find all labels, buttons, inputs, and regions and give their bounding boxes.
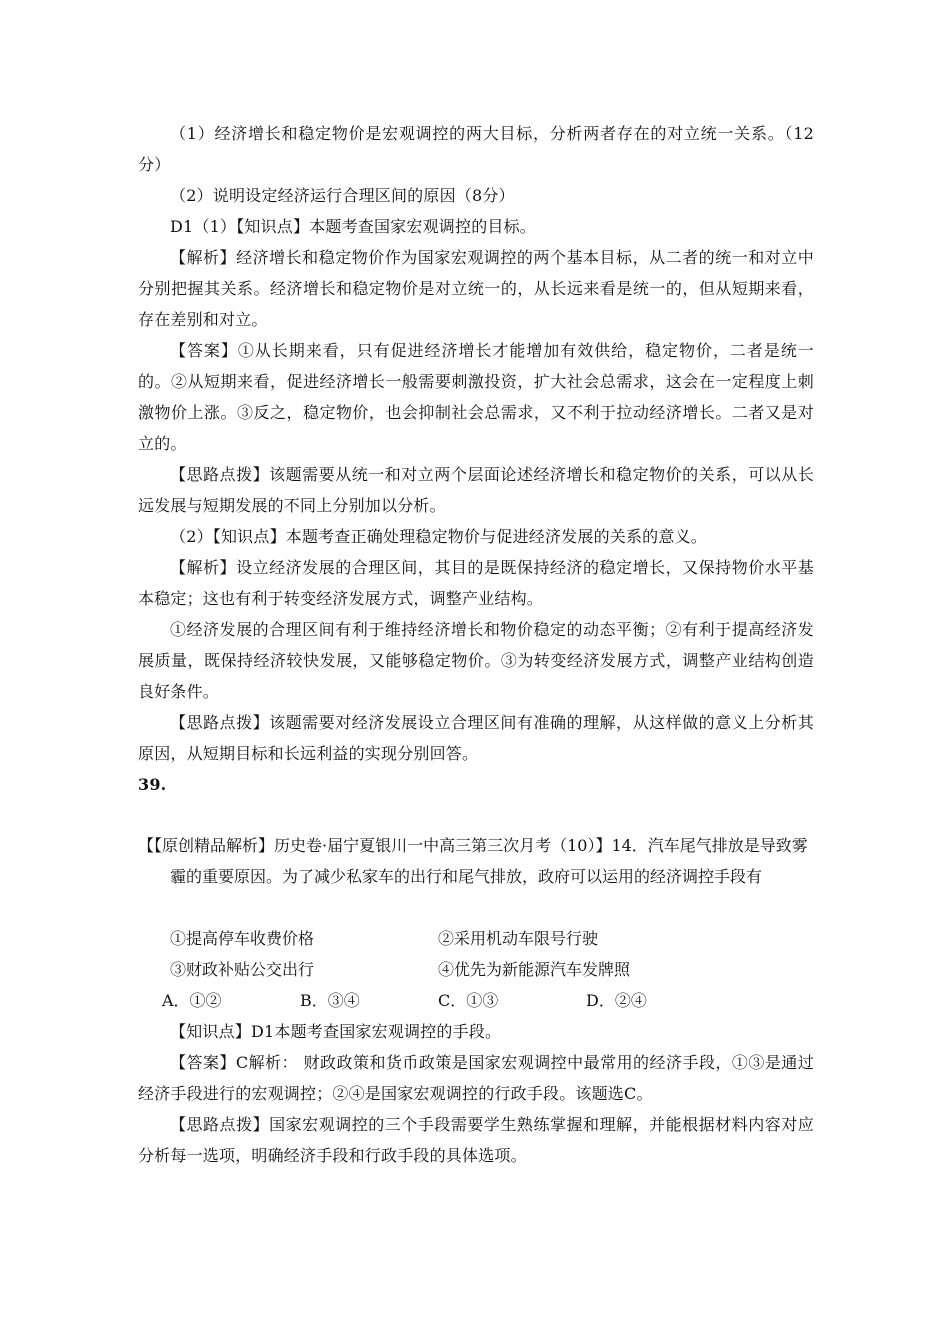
q14-choice-c: C．①③ [438, 991, 499, 1010]
d2-hint: 【思路点拨】该题需要对经济发展设立合理区间有准确的理解，从这样做的意义上分析其原因，从短期目标和长远利益的实现分别回答。 [138, 713, 814, 763]
d1-hint: 【思路点拨】该题需要从统一和对立两个层面论述经济增长和稳定物价的关系，可以从长远发展与短期发展的不同上分别加以分析。 [138, 465, 814, 515]
q38-sub2: （2）说明设定经济运行合理区间的原因（8分） [170, 186, 515, 205]
q14-stem: 【【原创精品解析】历史卷·届宁夏银川一中高三第三次月考（10）】14．汽车尾气排放是导致雾霾的重要原因。为了减少私家车的出行和尾气排放，政府可以运用的经济调控手段有 [138, 836, 808, 886]
q14-hint: 【思路点拨】国家宏观调控的三个手段需要学生熟练掌握和理解，并能根据材料内容对应分析每一选项，明确经济手段和行政手段的具体选项。 [138, 1115, 814, 1165]
question-39-number: 39. [138, 775, 167, 794]
q14-choice-b: B．③④ [300, 991, 360, 1010]
d1-analysis: 【解析】经济增长和稳定物价作为国家宏观调控的两个基本目标，从二者的统一和对立中分别把握其关系。经济增长和稳定物价是对立统一的，从长远来看是统一的，但从短期来看，存在差别和对立。 [138, 248, 814, 329]
q14-option-4: ④优先为新能源汽车发牌照 [438, 960, 631, 979]
q14-choice-d: D．②④ [586, 991, 647, 1010]
d2-points: ①经济发展的合理区间有利于维持经济增长和物价稳定的动态平衡；②有利于提高经济发展质量，既保持经济较快发展，又能够稳定物价。③为转变经济发展方式，调整产业结构创造良好条件。 [138, 620, 814, 701]
d2-knowledge-point: （2）【知识点】本题考查正确处理稳定物价与促进经济发展的关系的意义。 [170, 527, 707, 546]
q14-answer: 【答案】C解析： 财政政策和货币政策是国家宏观调控中最常用的经济手段，①③是通过经济手段进行的宏观调控；②④是国家宏观调控的行政手段。该题选C。 [138, 1053, 814, 1103]
q14-option-2: ②采用机动车限号行驶 [438, 929, 599, 948]
q38-sub1: （1）经济增长和稳定物价是宏观调控的两大目标，分析两者存在的对立统一关系。（12分） [138, 124, 814, 174]
d1-knowledge-point: D1（1）【知识点】本题考查国家宏观调控的目标。 [170, 217, 536, 236]
q14-choice-a: A．①② [162, 991, 222, 1010]
q14-option-3: ③财政补贴公交出行 [170, 960, 315, 979]
d2-analysis: 【解析】设立经济发展的合理区间，其目的是既保持经济的稳定增长，又保持物价水平基本稳定；这也有利于转变经济发展方式，调整产业结构。 [138, 558, 814, 608]
q14-option-1: ①提高停车收费价格 [170, 929, 315, 948]
q14-knowledge-point: 【知识点】D1本题考查国家宏观调控的手段。 [170, 1022, 502, 1041]
d1-answer: 【答案】①从长期来看，只有促进经济增长才能增加有效供给，稳定物价，二者是统一的。②从短期来看，促进经济增长一般需要刺激投资，扩大社会总需求，这会在一定程度上刺激物价上涨。③反之，稳定物价，也会抑制社会总需求，又不利于拉动经济增长。二者又是对立的。 [138, 341, 814, 453]
